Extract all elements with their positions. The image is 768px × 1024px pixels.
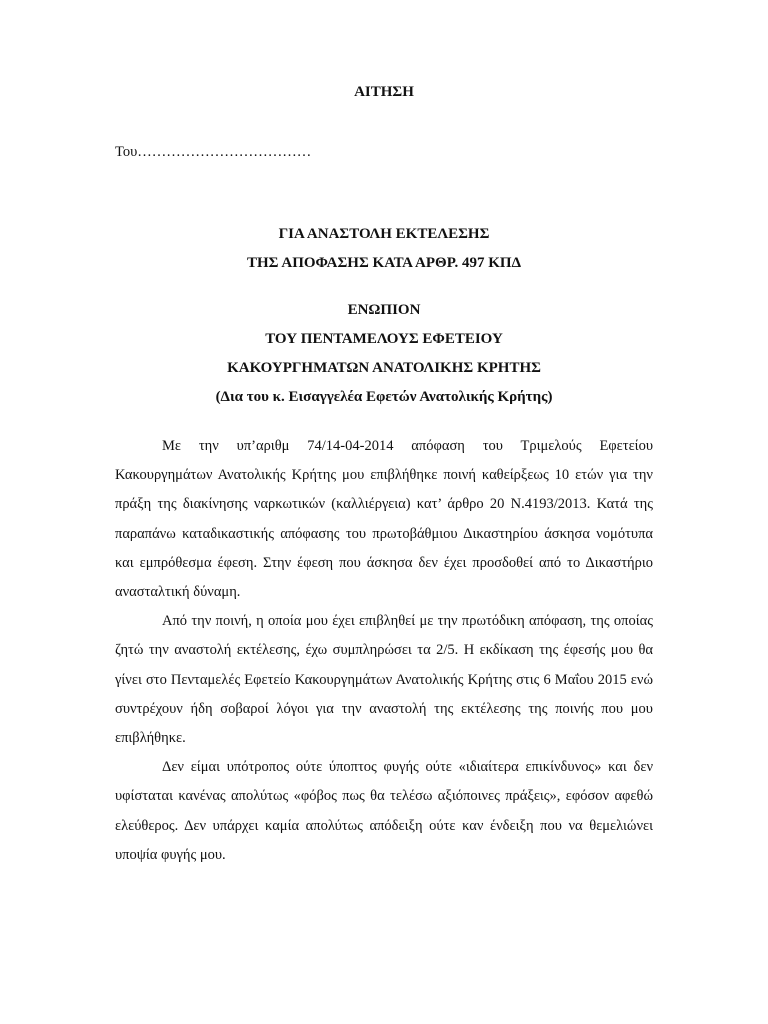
addressee-line: Του……………………………… [115, 144, 312, 160]
paragraph-1: Με την υπ’αριθμ 74/14-04-2014 απόφαση του Τριμελούς Εφετείου Κακουργημάτων Ανατολικής Κρήτης μου επιβλήθηκε ποινή καθείρξεως 10 ετών για την πράξη της διακίνησης ναρκωτικών (καλλιέργεια) κατ’ άρθρο 20 Ν.4193/2013. Κατά της παραπάνω καταδικαστικής απόφασης του πρωτοβάθμιου Δικαστηρίου άσκησα νομότυπα και εμπρόθεσμα έφεση. Στην έφεση που άσκησα δεν έχει προσδοθεί από το Δικαστήριο ανασταλτική δύναμη. [115, 438, 653, 601]
court-line-via: (Δια του κ. Εισαγγελέα Εφετών Ανατολικής Κρήτης) [215, 389, 553, 405]
paragraph-3: Δεν είμαι υπότροπος ούτε ύποπτος φυγής ούτε «ιδιαίτερα επικίνδυνος» και δεν υφίσταται κανένας απολύτως «φόβος πως θα τελέσω αξιόποινες πράξεις», εφόσον αφεθώ ελεύθερος. Δεν υπάρχει καμία απολύτως απόδειξη ούτε καν ένδειξη που να θεμελιώνει υποψία φυγής μου. [115, 759, 653, 863]
subject-heading [115, 220, 653, 278]
document-title: ΑΙΤΗΣΗ [354, 84, 414, 100]
court-line-3: ΚΑΚΟΥΡΓΗΜΑΤΩΝ ΑΝΑΤΟΛΙΚΗΣ ΚΡΗΤΗΣ [227, 360, 541, 376]
court-heading [115, 296, 653, 412]
court-line-2: ΤΟΥ ΠΕΝΤΑΜΕΛΟΥΣ ΕΦΕΤΕΙΟΥ [265, 331, 503, 347]
court-line-1: ΕΝΩΠΙΟΝ [347, 302, 421, 318]
document-body [115, 432, 653, 870]
subject-line-1: ΓΙΑ ΑΝΑΣΤΟΛΗ ΕΚΤΕΛΕΣΗΣ [278, 226, 490, 242]
paragraph-2: Από την ποινή, η οποία μου έχει επιβληθεί με την πρωτόδικη απόφαση, της οποίας ζητώ την αναστολή εκτέλεσης, έχω συμπληρώσει τα 2/5. Η εκδίκαση της έφεσής μου θα γίνει στο Πενταμελές Εφετείο Κακουργημάτων Ανατολικής Κρήτης στις 6 Μαΐου 2015 ενώ συντρέχουν ήδη σοβαροί λόγοι για την αναστολή της εκτέλεσης της ποινής που μου επιβλήθηκε. [115, 613, 653, 747]
subject-line-2: ΤΗΣ ΑΠΟΦΑΣΗΣ ΚΑΤΑ ΑΡΘΡ. 497 ΚΠΔ [246, 255, 522, 271]
